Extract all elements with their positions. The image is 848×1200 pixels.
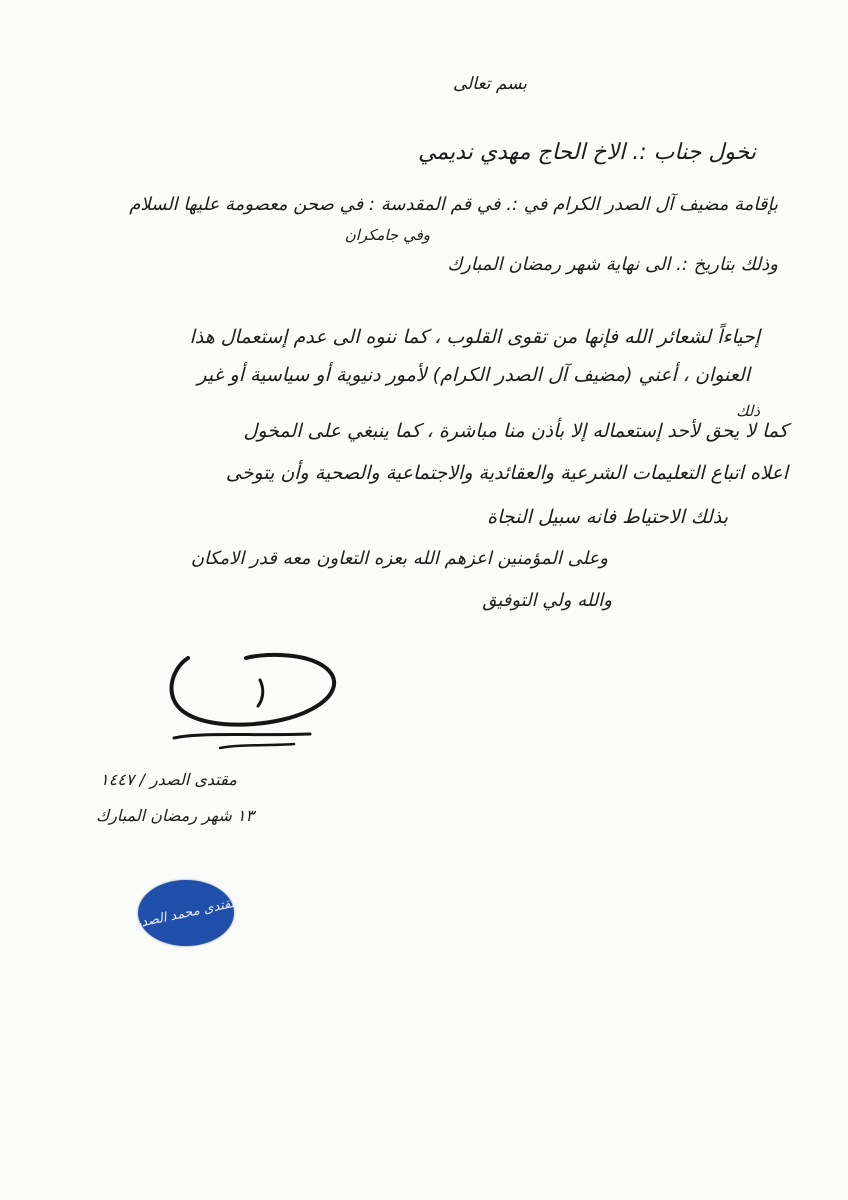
handwritten-signature xyxy=(160,640,360,760)
paragraph-2-line-2: اعلاه اتباع التعليمات الشرعية والعقائدية والاجتماعية والصحية وأن يتوخى xyxy=(225,462,788,484)
date-line: وذلك بتاريخ :. الى نهاية شهر رمضان المبارك xyxy=(447,254,778,275)
authorization-line-continued: وفي جامكران xyxy=(344,226,430,244)
authorization-line: بإقامة مضيف آل الصدر الكرام في :. في قم المقدسة : في صحن معصومة عليها السلام xyxy=(129,194,778,215)
paragraph-1-line-2: العنوان ، أعني (مضيف آل الصدر الكرام) لأمور دنيوية أو سياسية أو غير xyxy=(197,364,750,386)
paragraph-1-line-1: إحياءاً لشعائر الله فإنها من تقوى القلوب ، كما ننوه الى عدم إستعمال هذا xyxy=(189,326,760,348)
blue-seal-stamp xyxy=(133,880,239,946)
paragraph-2-line-3: بذلك الاحتياط فانه سبيل النجاة xyxy=(487,506,728,528)
basmala-heading: بسم تعالى xyxy=(452,74,528,94)
addressee-line: نخول جناب :. الاخ الحاج مهدي نديمي xyxy=(417,140,756,165)
closing-line-2: والله ولي التوفيق xyxy=(482,590,612,611)
paragraph-2-line-1: كما لا يحق لأحد إستعماله إلا بأذن منا مباشرة ، كما ينبغي على المخول xyxy=(243,420,788,442)
closing-line-1: وعلى المؤمنين اعزهم الله بعزه التعاون معه قدر الامكان xyxy=(190,548,608,569)
signature-name: مقتدى الصدر / ١٤٤٧ xyxy=(100,770,237,789)
signature-date: ١٣ شهر رمضان المبارك xyxy=(96,806,255,825)
seal-text: مقتدى محمد الصدر xyxy=(133,894,239,932)
paragraph-1-line-3: ذلك xyxy=(736,402,760,420)
